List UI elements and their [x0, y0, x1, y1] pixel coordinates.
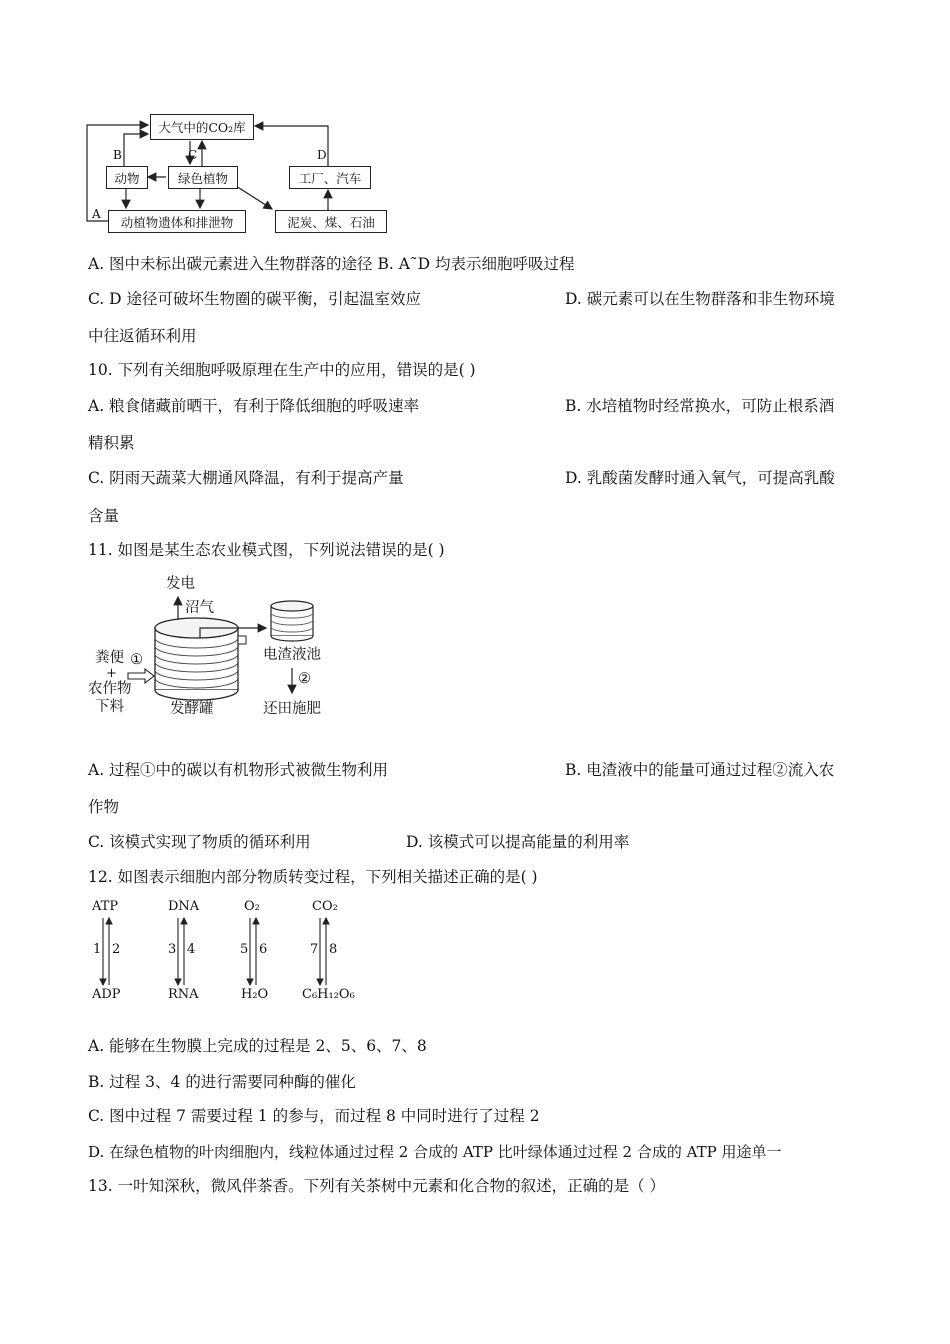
label-fertilizer: 还田施肥 [263, 701, 321, 717]
co2-label: CO₂ [312, 899, 338, 914]
label-power: 发电 [166, 576, 195, 592]
q9-option-d-cont: 中往返循环利用 [88, 327, 197, 345]
factory-box: 工厂、汽车 [289, 166, 371, 189]
label-crop: 农作物 [88, 681, 132, 697]
q12-stem: 12. 如图表示细胞内部分物质转变过程，下列相关描述正确的是( ) [88, 868, 538, 886]
atp-label: ATP [92, 899, 119, 914]
o2-label: O₂ [244, 899, 260, 914]
q10-option-a: A. 粮食储藏前晒干，有利于降低细胞的呼吸速率 [88, 397, 420, 415]
process-2-label: 2 [112, 942, 121, 957]
label-feces: 粪便 [95, 650, 124, 666]
remains-box: 动植物遗体和排泄物 [108, 210, 246, 233]
q11-option-b: B. 电渣液中的能量可通过过程②流入农 [565, 761, 835, 779]
label-scrap: 下料 [95, 699, 124, 715]
process-6-label: 6 [259, 942, 268, 957]
label-biogas: 沼气 [185, 600, 214, 616]
q9-option-c: C. D 途径可破坏生物圈的碳平衡，引起温室效应 [88, 290, 422, 308]
q10-option-d-cont: 含量 [88, 507, 120, 525]
h2o-label: H₂O [241, 987, 269, 1002]
q11-stem: 11. 如图是某生态农业模式图，下列说法错误的是( ) [88, 541, 445, 559]
animals-box: 动物 [106, 166, 148, 189]
label-tank: 发酵罐 [170, 701, 214, 717]
q10-option-d: D. 乳酸菌发酵时通入氧气，可提高乳酸 [565, 469, 835, 487]
label-process-2: ② [298, 671, 311, 687]
label-A: A [92, 207, 101, 221]
q9-option-ab: A. 图中未标出碳元素进入生物群落的途径 B. A˜D 均表示细胞呼吸过程 [88, 255, 575, 273]
atm-co2-box: 大气中的CO₂库 [150, 114, 254, 140]
q11-option-a: A. 过程①中的碳以有机物形式被微生物利用 [88, 761, 389, 779]
label-plus: + [106, 666, 117, 681]
q12-option-d: D. 在绿色植物的叶肉细胞内，线粒体通过过程 2 合成的 ATP 比叶绿体通过过程 2 合成的 ATP 用途单一 [88, 1143, 782, 1161]
glucose-label: C₆H₁₂O₆ [302, 987, 355, 1002]
q10-option-b: B. 水培植物时经常换水，可防止根系酒 [565, 397, 835, 415]
process-7-label: 7 [310, 942, 319, 957]
adp-label: ADP [92, 987, 121, 1002]
q12-option-b: B. 过程 3、4 的进行需要同种酶的催化 [88, 1073, 356, 1091]
process-3-label: 3 [168, 942, 177, 957]
q11-option-b-cont: 作物 [88, 798, 120, 816]
process-8-label: 8 [329, 942, 338, 957]
label-pool: 电渣液池 [263, 647, 321, 663]
process-4-label: 4 [187, 942, 196, 957]
process-1-label: 1 [93, 942, 102, 957]
process-5-label: 5 [240, 942, 249, 957]
rna-label: RNA [168, 987, 199, 1002]
q13-stem: 13. 一叶知深秋，微风伴茶香。下列有关茶树中元素和化合物的叙述，正确的是（ ） [88, 1177, 666, 1195]
dna-label: DNA [168, 899, 200, 914]
q10-option-b-cont: 精积累 [88, 434, 135, 452]
q11-option-c: C. 该模式实现了物质的循环利用 [88, 833, 311, 851]
plants-box: 绿色植物 [168, 166, 238, 189]
q10-option-c: C. 阴雨天蔬菜大棚通风降温，有利于提高产量 [88, 469, 404, 487]
label-D: D [317, 148, 327, 162]
q10-stem: 10. 下列有关细胞呼吸原理在生产中的应用，错误的是( ) [88, 361, 476, 379]
label-process-1: ① [130, 652, 143, 668]
label-B: B [113, 148, 122, 162]
fossil-box: 泥炭、煤、石油 [275, 210, 387, 233]
q12-option-a: A. 能够在生物膜上完成的过程是 2、5、6、7、8 [88, 1037, 427, 1055]
q12-option-c: C. 图中过程 7 需要过程 1 的参与，而过程 8 中同时进行了过程 2 [88, 1107, 540, 1125]
q11-option-d: D. 该模式可以提高能量的利用率 [406, 833, 630, 851]
q9-option-d: D. 碳元素可以在生物群落和非生物环境 [565, 290, 835, 308]
label-C: C [188, 148, 198, 162]
